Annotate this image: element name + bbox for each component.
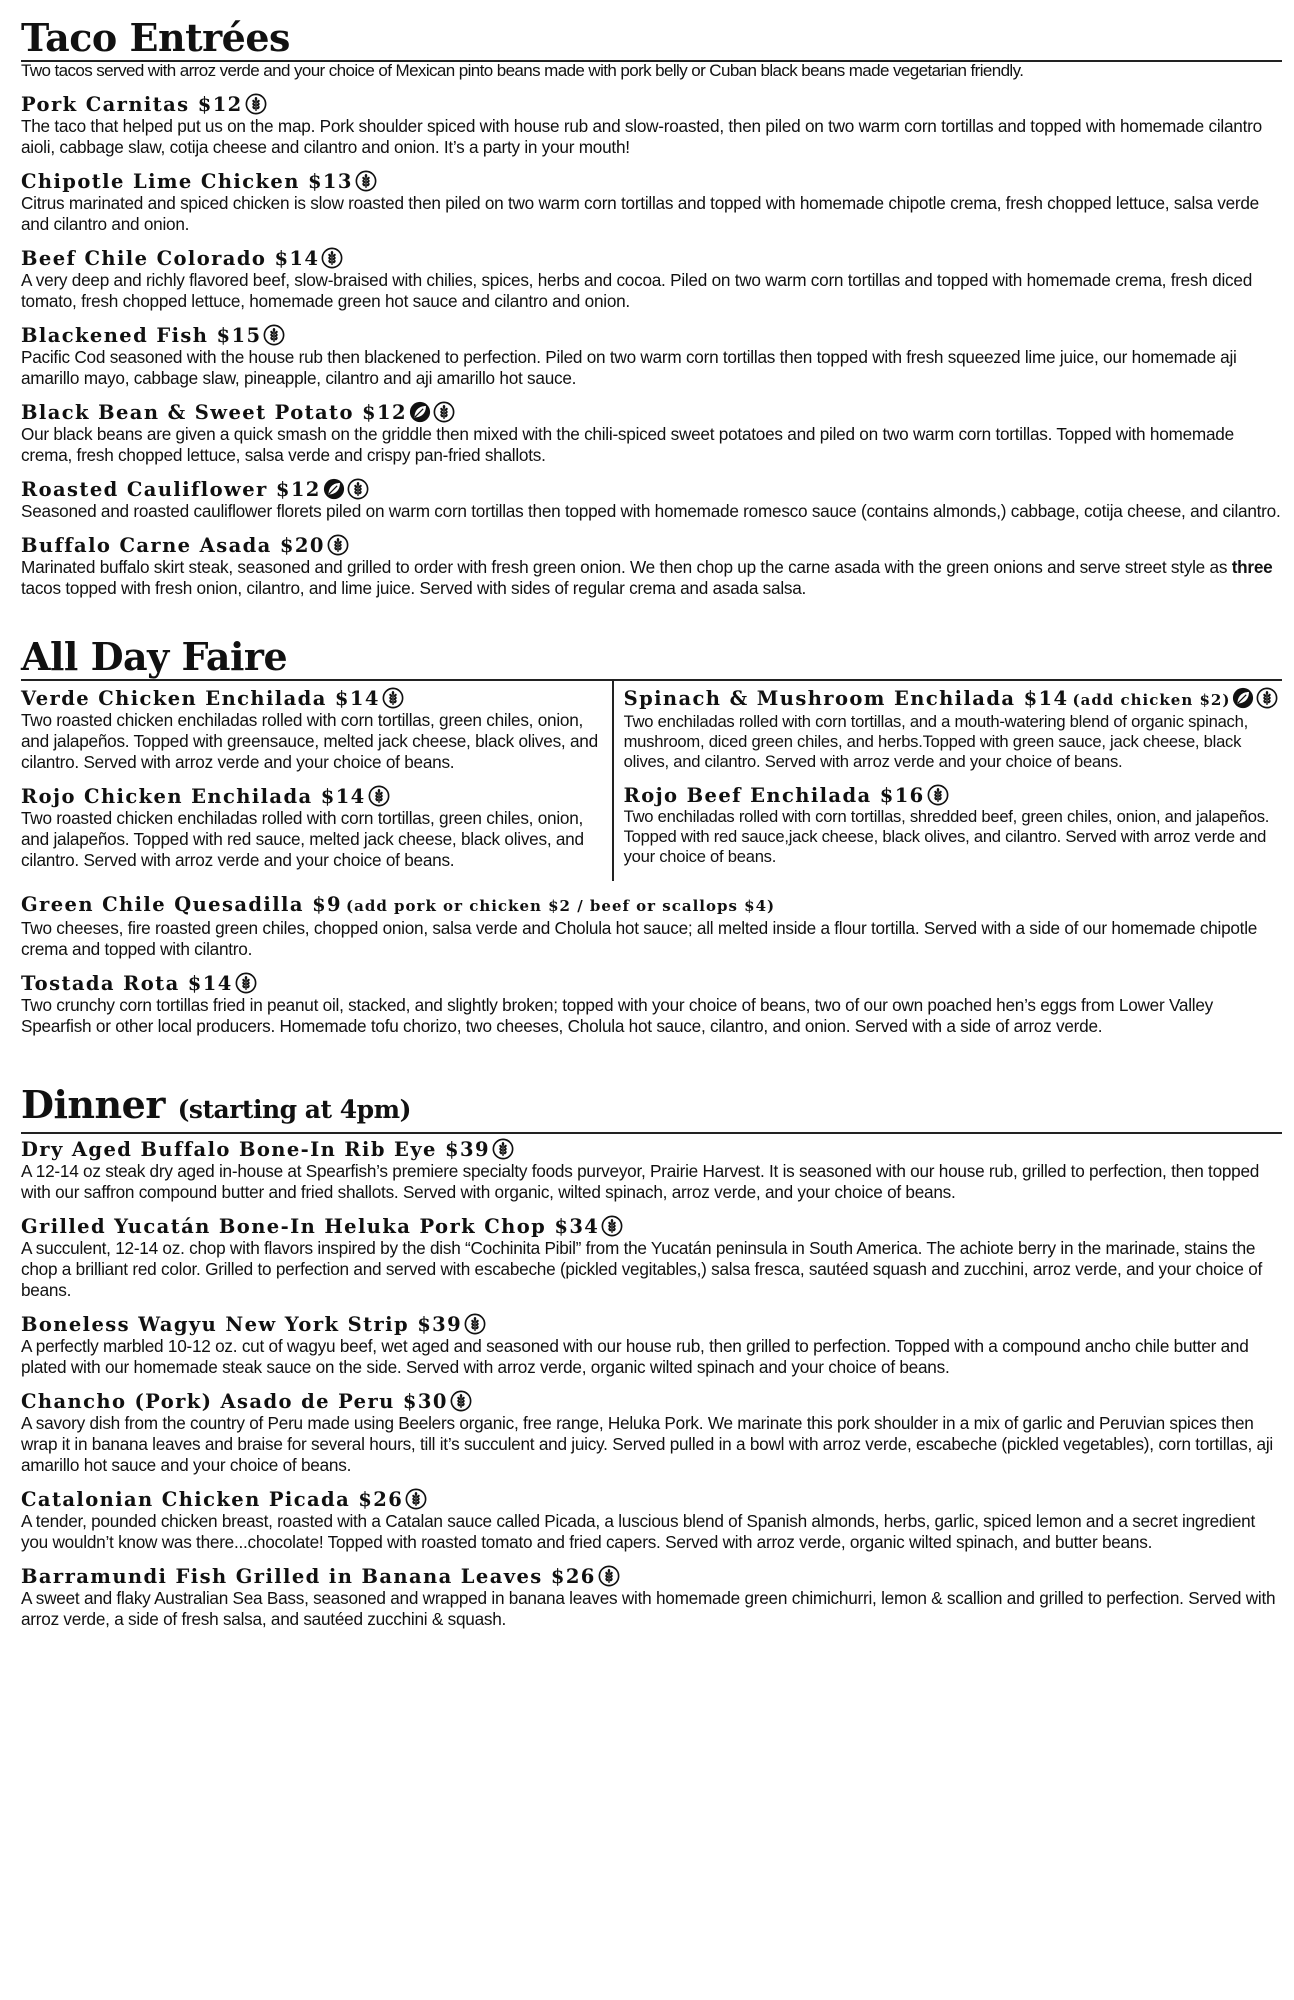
menu-item-rojo-beef-enchilada [624, 784, 1282, 867]
gluten-free-icon [355, 170, 377, 192]
menu-item-pork-carnitas [21, 93, 1282, 158]
vegetarian-leaf-icon [323, 478, 345, 500]
item-name: Boneless Wagyu New York Strip $39 [21, 1313, 463, 1336]
divider [21, 1132, 1282, 1134]
item-name: Catalonian Chicken Picada $26 [21, 1488, 404, 1511]
section-title-dinner: Dinner (starting at 4pm) [21, 1082, 411, 1127]
menu-item-buffalo-carne-asada [21, 534, 1282, 599]
gluten-free-icon [450, 1390, 472, 1412]
menu-item-verde-chicken-enchilada [21, 687, 604, 773]
item-description: Two roasted chicken enchiladas rolled with corn tortillas, green chiles, onion, and jalapeños. Topped with red sauce, melted jack cheese, black olives, and cilantro. Served with arroz verde and your choice of beans. [21, 808, 584, 870]
item-name: Dry Aged Buffalo Bone-In Rib Eye $39 [21, 1138, 490, 1161]
item-name: Black Bean & Sweet Potato $12 [21, 401, 407, 424]
item-description: A savory dish from the country of Peru made using Beelers organic, free range, Heluka Pork. We marinate this pork shoulder in a mix of garlic and Peruvian spices then wrap it in banana leaves and braise for several hours, till it’s succulent and juicy. Served pulled in a bowl with arroz verde, escabeche (pickled vegetables), corn tortillas, aji amarillo hot sauce and your choice of beans. [21, 1413, 1273, 1475]
allday-section [21, 635, 1282, 1037]
item-description: Two roasted chicken enchiladas rolled with corn tortillas, green chiles, onion, and jalapeños. Topped with greensauce, melted jack cheese, black olives, and cilantro. Served with arroz verde and your choice of beans. [21, 710, 598, 772]
item-name: Rojo Chicken Enchilada $14 [21, 785, 366, 808]
item-description: Seasoned and roasted cauliflower florets piled on warm corn tortillas then topped with homemade romesco sauce (contains almonds,) cabbage, cotija cheese, and cilantro. [21, 501, 1281, 521]
item-name: Green Chile Quesadilla $9 [21, 893, 343, 916]
gluten-free-icon [327, 534, 349, 556]
menu-item-yucatan-pork-chop [21, 1215, 1282, 1301]
menu-item-black-bean-sweet-potato [21, 401, 1282, 466]
dinner-subtitle: (starting at 4pm) [177, 1095, 411, 1124]
vegetarian-leaf-icon [1232, 687, 1254, 709]
item-name: Tostada Rota $14 [21, 972, 233, 995]
item-name: Buffalo Carne Asada $20 [21, 534, 325, 557]
item-description: A tender, pounded chicken breast, roasted with a Catalan sauce called Picada, a luscious blend of Spanish almonds, herbs, garlic, spiced lemon and a secret ingredient you wouldn’t know was there...chocolate! Topped with roasted tomato and fried capers. Served with arroz verde, organic wilted spinach, and butter beans. [21, 1511, 1256, 1552]
menu-item-tostada-rota [21, 972, 1282, 1037]
item-name: Grilled Yucatán Bone-In Heluka Pork Chop $34 [21, 1215, 600, 1238]
taco-intro: Two tacos served with arroz verde and your choice of Mexican pinto beans made with pork belly or Cuban black beans made vegetarian friendly. [21, 61, 1024, 80]
menu-item-spinach-mushroom-enchilada [624, 687, 1282, 772]
gluten-free-icon [492, 1138, 514, 1160]
menu-item-chancho-asado [21, 1390, 1282, 1476]
item-description: A 12-14 oz steak dry aged in-house at Spearfish’s premiere specialty foods purveyor, Prairie Harvest. It is seasoned with our house rub, grilled to perfection, then topped with our saffron compound butter and fried shallots. Served with organic, wilted spinach, arroz verde, and your choice of beans. [21, 1161, 1260, 1202]
menu-item-rojo-chicken-enchilada [21, 785, 604, 871]
item-name: Chancho (Pork) Asado de Peru $30 [21, 1390, 448, 1413]
gluten-free-icon [347, 478, 369, 500]
menu-item-blackened-fish [21, 324, 1282, 389]
item-description: Marinated buffalo skirt steak, seasoned and grilled to order with fresh green onion. We then chop up the carne asada with the green onions and serve street style as three tacos topped with fresh onion, cilantro, and lime juice. Served with sides of regular crema and asada salsa. [21, 557, 1273, 598]
item-name: Roasted Cauliflower $12 [21, 478, 321, 501]
gluten-free-icon [1256, 687, 1278, 709]
item-name: Beef Chile Colorado $14 [21, 247, 320, 270]
gluten-free-icon [263, 324, 285, 346]
gluten-free-icon [382, 687, 404, 709]
menu-item-green-chile-quesadilla [21, 893, 1282, 960]
item-name: Verde Chicken Enchilada $14 [21, 687, 380, 710]
item-description: A very deep and richly flavored beef, slow-braised with chilies, spices, herbs and cocoa. Piled on two warm corn tortillas and topped with homemade crema, fresh diced tomato, fresh chopped lettuce, homemade green hot sauce and cilantro and onion. [21, 270, 1253, 311]
vegetarian-leaf-icon [409, 401, 431, 423]
menu-item-roasted-cauliflower [21, 478, 1282, 522]
item-name: Chipotle Lime Chicken $13 [21, 170, 353, 193]
menu-item-chipotle-lime-chicken [21, 170, 1282, 235]
item-description: Two enchiladas rolled with corn tortillas, shredded beef, green chiles, onion, and jalapeños. Topped with red sauce,jack cheese, black olives, and cilantro. Served with arroz verde and your choice of beans. [623, 807, 1270, 866]
gluten-free-icon [927, 784, 949, 806]
item-description: The taco that helped put us on the map. Pork shoulder spiced with house rub and slow-roasted, then piled on two warm corn tortillas and topped with homemade cilantro aioli, cabbage slaw, cotija cheese and cilantro and onion. It’s a party in your mouth! [21, 116, 1262, 157]
gluten-free-icon [368, 785, 390, 807]
menu-item-barramundi-fish [21, 1565, 1282, 1630]
left-column [21, 681, 614, 881]
item-name: Pork Carnitas $12 [21, 93, 243, 116]
item-name: Spinach & Mushroom Enchilada $14 [623, 687, 1069, 710]
item-description: Citrus marinated and spiced chicken is slow roasted then piled on two warm corn tortillas and topped with homemade chipotle crema, fresh chopped lettuce, salsa verde and cilantro and onion. [21, 193, 1259, 234]
dinner-section [21, 1083, 1282, 1630]
section-title-taco: Taco Entrées [21, 15, 290, 60]
item-description: Two crunchy corn tortillas fried in peanut oil, stacked, and slightly broken; topped with your choice of beans, two of our own poached hen’s eggs from Lower Valley Spearfish or other local producers. Homemade tofu chorizo, two cheeses, Cholula hot sauce, cilantro, and onion. Served with a side of arroz verde. [21, 995, 1214, 1036]
gluten-free-icon [598, 1565, 620, 1587]
menu-item-wagyu-new-york-strip [21, 1313, 1282, 1378]
item-addon: (add pork or chicken $2 / beef or scallops $4) [346, 897, 776, 915]
item-addon: (add chicken $2) [1072, 691, 1231, 709]
item-description: Two enchiladas rolled with corn tortillas, and a mouth-watering blend of organic spinach, mushroom, diced green chiles, and herbs.Topped with green sauce, jack cheese, black olives, and cilantro. Served with arroz verde and your choice of beans. [623, 712, 1248, 771]
gluten-free-icon [464, 1313, 486, 1335]
menu-item-catalonian-chicken-picada [21, 1488, 1282, 1553]
two-column-grid [21, 679, 1282, 881]
item-description: Our black beans are given a quick smash on the griddle then mixed with the chili-spiced sweet potatoes and piled on two warm corn tortillas. Topped with homemade crema, fresh chopped lettuce, salsa verde and crispy pan-fried shallots. [21, 424, 1234, 465]
gluten-free-icon [601, 1215, 623, 1237]
gluten-free-icon [433, 401, 455, 423]
item-description: A sweet and flaky Australian Sea Bass, seasoned and wrapped in banana leaves with homemade green chimichurri, lemon & scallion and grilled to perfection. Served with arroz verde, a side of fresh salsa, and sautéed zucchini & squash. [21, 1588, 1276, 1629]
gluten-free-icon [321, 247, 343, 269]
gluten-free-icon [405, 1488, 427, 1510]
item-description: A succulent, 12-14 oz. chop with flavors inspired by the dish “Cochinita Pibil” from the Yucatán peninsula in South America. The achiote berry in the marinade, stains the chop a brilliant red color. Grilled to perfection and served with escabeche (pickled vegitables,) salsa fresca, sautéed squash and zucchini, arroz verde, and your choice of beans. [21, 1238, 1263, 1300]
gluten-free-icon [235, 972, 257, 994]
right-column [614, 681, 1282, 881]
item-name: Blackened Fish $15 [21, 324, 262, 347]
item-description: Two cheeses, fire roasted green chiles, chopped onion, salsa verde and Cholula hot sauce; all melted inside a flour tortilla. Served with a side of our homemade chipotle crema and topped with cilantro. [21, 918, 1258, 959]
section-title-allday: All Day Faire [21, 634, 288, 679]
menu-item-beef-chile-colorado [21, 247, 1282, 312]
emphasis-three: three [1231, 557, 1273, 577]
item-description: A perfectly marbled 10-12 oz. cut of wagyu beef, wet aged and seasoned with our house rub, then grilled to perfection. Topped with a compound ancho chile butter and plated with our homemade steak sauce on the side. Served with arroz verde, organic wilted spinach and your choice of beans. [21, 1336, 1249, 1377]
item-name: Barramundi Fish Grilled in Banana Leaves $26 [21, 1565, 596, 1588]
menu-item-buffalo-rib-eye [21, 1138, 1282, 1203]
gluten-free-icon [245, 93, 267, 115]
taco-section [21, 16, 1282, 599]
item-description: Pacific Cod seasoned with the house rub then blackened to perfection. Piled on two warm corn tortillas then topped with fresh squeezed lime juice, our homemade aji amarillo mayo, cabbage slaw, pineapple, cilantro and aji amarillo hot sauce. [21, 347, 1237, 388]
item-name: Rojo Beef Enchilada $16 [623, 784, 925, 807]
